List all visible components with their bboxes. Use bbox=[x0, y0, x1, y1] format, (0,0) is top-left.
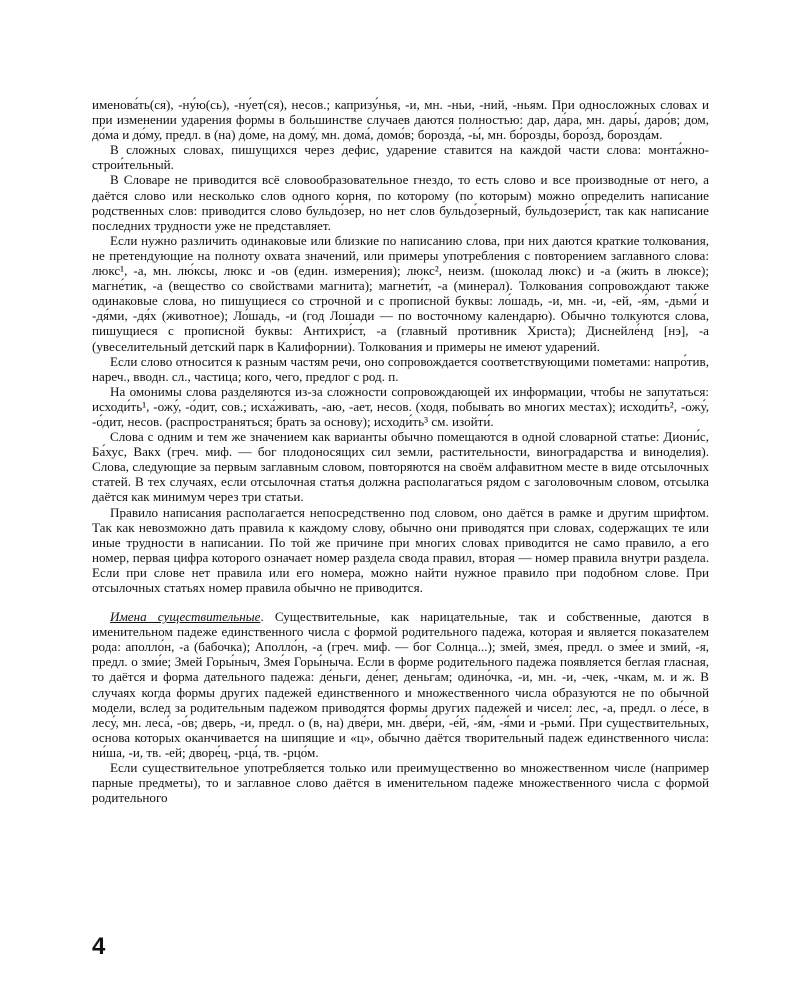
paragraph: Слова с одним и тем же значением как варианты обычно помещаются в одной словарной статье: Диони́с, Ба́хус, Вакх (греч. миф. — бог плодоносящих сил земли, растительности, виноградарства и виноделия). Слова, следующие за первым заглавным словом, повторяются на своём алфавитном месте в виде отсылочных статей. В тех случаях, если отсылочная статья должна располагаться рядом с заголовочным словом, отсылка даётся как минимум через три статьи. bbox=[92, 429, 709, 505]
paragraph: Если слово относится к разным частям речи, оно сопровождается соответствующими пометами: напро́тив, нареч., вводн. сл., частица; кого, чего, предлог с род. п. bbox=[92, 353, 709, 384]
paragraph: Правило написания располагается непосредственно под словом, оно даётся в рамке и другим шрифтом. Так как невозможно дать правила к каждому слову, обычно они приводятся при словах, содержащих те или иные трудности в написании. По той же причине при многих словах приводится не само правило, а его номер, первая цифра которого означает номер раздела свода правил, вторая — номер правила внутри раздела. Если при слове нет правила или его номера, можно найти нужное правило при подобном слове. При отсылочных статьях номер правила обычно не приводится. bbox=[92, 504, 709, 595]
section-title: Имена существительные bbox=[110, 609, 261, 625]
section-paragraph bbox=[92, 609, 709, 760]
section-text: . Существительные, как нарицательные, так и собственные, даются в именительном падеже единственного числа с формой родительного падежа, которая и является показателем рода: аполло́н, -а (бабочка); Аполло́н, -а (греч. миф. — бог Солнца...); змей, зме́я, предл. о зме́е и змий, -я, предл. о зми́е; Змей Горы́ныч, Зме́я Горы́ныча. Если в форме родительного падежа появляется беглая гласная, то даётся и форма дательного падежа: де́ньги, де́нег, деньга́м; одино́чка, -и, мн. -и, -чек, -чкам, м. и ж. В случаях когда формы других падежей единственного и множественного числа образуются не по обычной модели, вслед за родительным падежом приводятся формы других падежей и чисел: лес, -а, предл. о ле́се, в лесу́, мн. леса́, -о́в; дверь, -и, предл. о (в, на) две́ри, мн. две́ри, -е́й, -я́м, -я́ми и -рьми́. При существительных, основа которых оканчивается на шипящие и «ц», обычно даётся творительный падеж единственного числа: ни́ша, -и, тв. -ей; дворе́ц, -рца́, тв. -рцо́м. bbox=[92, 609, 709, 760]
paragraph: В Словаре не приводится всё словообразовательное гнездо, то есть слово и все производные от него, а даётся слово или несколько слов одного корня, по которому (по которым) можно определить написание родственных слов: приводится слово бульдо́зер, но нет слов бульдо́зерный, бульдозери́ст, так как написание последних трудности уже не представляет. bbox=[92, 172, 709, 233]
paragraph: В сложных словах, пишущихся через дефис, ударение ставится на каждой части слова: монта́жно-строи́тельный. bbox=[92, 142, 709, 173]
page-number: 4 bbox=[92, 933, 106, 960]
paragraph: Если существительное употребляется только или преимущественно во множественном числе (например парные предметы), то и заглавное слово даётся в именительном падеже множественного числа с формой родительного bbox=[92, 760, 709, 806]
paragraph: На омонимы слова разделяются из-за сложности сопровождающей их информации, чтобы не запутаться: исходи́ть¹, -ожу́, -о́дит, сов.; исха́живать, -аю, -ает, несов. (ходя, побывать во многих местах); исходи́ть², -ожу́, -о́дит, несов. (распространяться; брать за основу); исходи́ть³ см. изойти́. bbox=[92, 383, 709, 429]
paragraph: именова́ть(ся), -ну́ю(сь), -ну́ет(ся), несов.; капризу́нья, -и, мн. -ньи, -ний, -ньям. При односложных словах и при изменении ударения формы в большинстве случаев даются полностью: дар, да́ра, мн. дары́, даро́в; дом, до́ма и до́му, предл. в (на) до́ме, на дому́, мн. дома́, домо́в; борозда́, -ы́, мн. бо́розды, боро́зд, борозда́м. bbox=[92, 97, 709, 143]
paragraph: Если нужно различить одинаковые или близкие по написанию слова, при них даются краткие толкования, не претендующие на полноту охвата значений, или примеры употребления с повторением заглавного слова: люкс¹, -а, мн. лю́ксы, люкс и -ов (един. измерения); люкс², неизм. (шоколад люкс) и -а (жить в люксе); магне́тик, -а (вещество со свойствами магнита); магнети́т, -а (минерал). Толкования сопровождают также одинаковые слова, но пишущиеся со строчной и с прописной буквы: ло́шадь, -и, мн. -и, -ей, -я́м, -дьми́ и -дя́ми, -дя́х (животное); Ло́шадь, -и (год Лошади — по восточному календарю). Обычно толкуются слова, пишущиеся с прописной буквы: Антихри́ст, -а (главный противник Христа); Диснейле́нд [нэ], -а (увеселительный детский парк в Калифорнии). Толкования и примеры не имеют ударений. bbox=[92, 232, 709, 354]
document-body bbox=[92, 97, 709, 805]
